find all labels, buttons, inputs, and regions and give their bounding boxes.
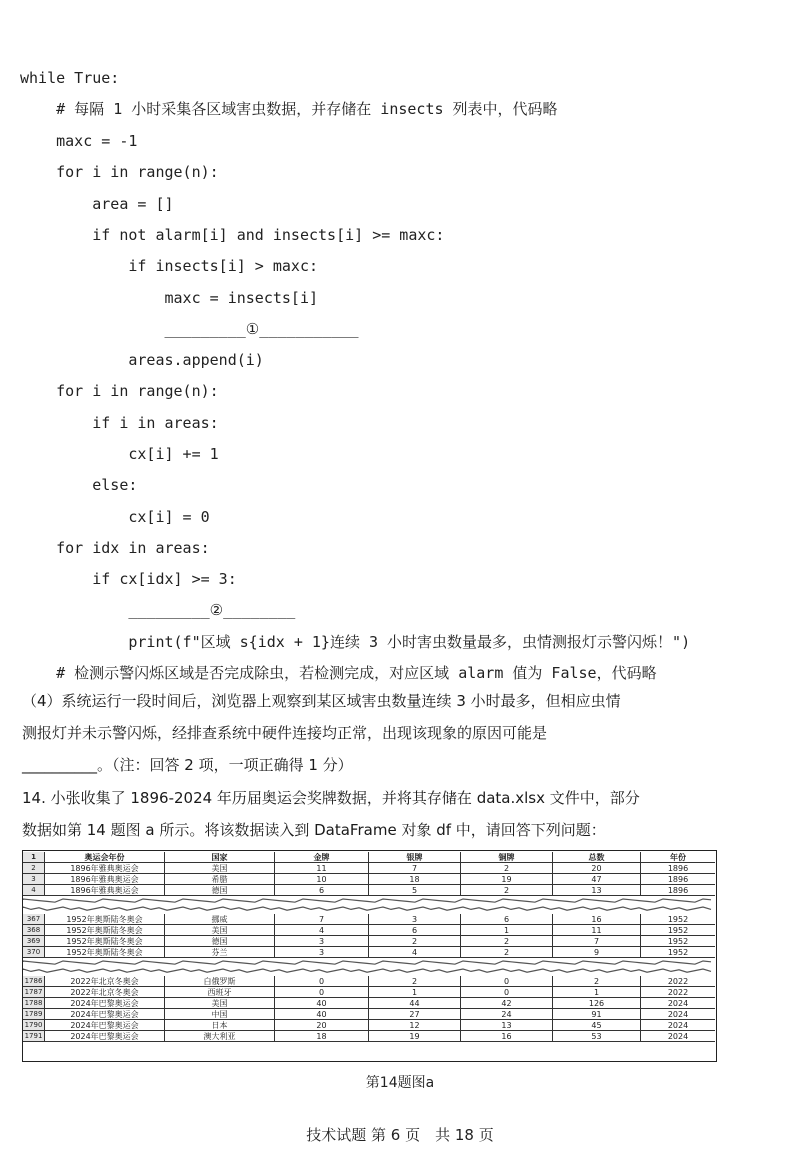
table-row — [23, 863, 715, 874]
table-cell: 1896年雅典奥运会 — [45, 863, 165, 873]
table-cell: 91 — [553, 1009, 641, 1019]
table-cell: 11 — [275, 863, 369, 873]
table-cell: 19 — [461, 874, 553, 884]
code-line: for idx in areas: — [20, 539, 210, 557]
table-row — [23, 885, 715, 896]
table-header-cell: 铜牌 — [461, 852, 553, 862]
table-cell: 澳大利亚 — [165, 1031, 275, 1041]
table-cell: 1896 — [667, 864, 689, 873]
code-line: maxc = -1 — [20, 132, 138, 150]
table-cell: 4 — [369, 947, 461, 957]
table-cell: 挪威 — [165, 914, 275, 924]
table-cell: 1787 — [23, 987, 45, 997]
code-line: area = [] — [20, 195, 174, 213]
table-cell: 中国 — [165, 1009, 275, 1019]
code-line: else: — [20, 476, 138, 494]
table-cell: 27 — [369, 1009, 461, 1019]
table-cell: 3 — [275, 936, 369, 946]
table-cell: 13 — [461, 1020, 553, 1030]
table-row — [23, 914, 715, 925]
table-header-cell: 1 — [23, 852, 45, 862]
table-cell: 0 — [461, 976, 553, 986]
table-cell: 40 — [275, 998, 369, 1008]
table-cell: 白俄罗斯 — [165, 976, 275, 986]
table-row — [23, 1020, 715, 1031]
table-row — [23, 947, 715, 958]
torn-edge-divider — [23, 896, 715, 912]
table-cell: 2024 — [667, 1032, 689, 1041]
table-cell: 12 — [369, 1020, 461, 1030]
code-line: # 检测示警闪烁区域是否完成除虫，若检测完成，对应区域 alarm 值为 False，代码略 — [20, 664, 657, 682]
table-cell: 1 — [369, 987, 461, 997]
table-cell: 3 — [23, 874, 45, 884]
table-cell: 7 — [553, 936, 641, 946]
table-cell: 1952年奥斯陆冬奥会 — [45, 925, 165, 935]
table-cell: 美国 — [165, 998, 275, 1008]
table-cell: 5 — [369, 885, 461, 895]
table-cell: 1896年雅典奥运会 — [45, 885, 165, 895]
table-cell: 日本 — [165, 1020, 275, 1030]
figure-caption: 第14题图a — [365, 1075, 435, 1091]
table-cell: 德国 — [165, 936, 275, 946]
code-line: if insects[i] > maxc: — [20, 257, 319, 275]
table-header-cell: 国家 — [165, 852, 275, 862]
code-line: # 每隔 1 小时采集各区域害虫数据，并存储在 insects 列表中，代码略 — [20, 100, 558, 118]
table-cell: 1896年雅典奥运会 — [45, 874, 165, 884]
table-cell: 10 — [275, 874, 369, 884]
table-cell: 2022 — [667, 988, 689, 997]
table-row — [23, 976, 715, 987]
table-cell: 9 — [553, 947, 641, 957]
table-cell: 1896 — [667, 875, 689, 884]
table-cell: 2022 — [667, 977, 689, 986]
question-4-line-1: （4）系统运行一段时间后，浏览器上观察到某区域害虫数量连续 3 小时最多，但相应虫情 — [22, 692, 621, 710]
table-cell: 7 — [369, 863, 461, 873]
table-cell: 6 — [275, 885, 369, 895]
table-cell: 16 — [553, 914, 641, 924]
table-cell: 1790 — [23, 1020, 45, 1030]
code-line: _________②________ — [20, 601, 296, 619]
table-cell: 1952 — [667, 948, 689, 957]
table-cell: 3 — [369, 914, 461, 924]
table-cell: 6 — [369, 925, 461, 935]
table-cell: 2 — [461, 863, 553, 873]
table-row — [23, 1031, 715, 1042]
table-cell: 1952 — [667, 915, 689, 924]
table-cell: 13 — [553, 885, 641, 895]
table-row — [23, 998, 715, 1009]
table-cell: 1789 — [23, 1009, 45, 1019]
table-cell: 7 — [275, 914, 369, 924]
table-cell: 18 — [369, 874, 461, 884]
table-row — [23, 936, 715, 947]
table-cell: 2 — [461, 947, 553, 957]
code-line: cx[i] = 0 — [20, 508, 210, 526]
table-cell: 2024 — [667, 1021, 689, 1030]
table-cell: 42 — [461, 998, 553, 1008]
code-line: for i in range(n): — [20, 163, 219, 181]
table-cell: 45 — [553, 1020, 641, 1030]
code-line: cx[i] += 1 — [20, 445, 219, 463]
table-cell: 芬兰 — [165, 947, 275, 957]
table-cell: 370 — [23, 947, 45, 957]
table-cell: 20 — [275, 1020, 369, 1030]
table-cell: 2024年巴黎奥运会 — [45, 1020, 165, 1030]
table-cell: 44 — [369, 998, 461, 1008]
table-cell: 1791 — [23, 1031, 45, 1041]
table-header-cell: 金牌 — [275, 852, 369, 862]
code-line: if cx[idx] >= 3: — [20, 570, 237, 588]
table-cell: 0 — [461, 987, 553, 997]
table-cell: 1786 — [23, 976, 45, 986]
question-14-line-1: 14. 小张收集了 1896-2024 年历届奥运会奖牌数据，并将其存储在 data.xlsx 文件中，部分 — [22, 789, 640, 807]
code-line: for i in range(n): — [20, 382, 219, 400]
table-cell: 希腊 — [165, 874, 275, 884]
table-cell: 3 — [275, 947, 369, 957]
question-14-line-2: 数据如第 14 题图 a 所示。将该数据读入到 DataFrame 对象 df 中，请回答下列问题： — [22, 821, 606, 839]
table-cell: 2022年北京冬奥会 — [45, 976, 165, 986]
table-cell: 47 — [553, 874, 641, 884]
table-cell: 1896 — [667, 886, 689, 895]
table-cell: 2 — [553, 976, 641, 986]
table-cell: 2 — [369, 976, 461, 986]
table-cell: 11 — [553, 925, 641, 935]
table-cell: 1 — [461, 925, 553, 935]
code-line: if i in areas: — [20, 414, 219, 432]
table-header-row — [23, 852, 715, 863]
table-header-cell: 总数 — [553, 852, 641, 862]
table-cell: 1952年奥斯陆冬奥会 — [45, 947, 165, 957]
code-line: maxc = insects[i] — [20, 289, 319, 307]
table-cell: 美国 — [165, 863, 275, 873]
question-4-line-3: __________。（注：回答 2 项，一项正确得 1 分） — [22, 756, 353, 774]
torn-edge-divider — [23, 958, 715, 974]
table-cell: 19 — [369, 1031, 461, 1041]
medal-data-table — [22, 850, 717, 1062]
table-row — [23, 1009, 715, 1020]
page-footer: 技术试题 第 6 页 共 18 页 — [306, 1126, 494, 1144]
table-cell: 2024年巴黎奥运会 — [45, 1031, 165, 1041]
table-cell: 1952 — [667, 937, 689, 946]
table-cell: 1 — [553, 987, 641, 997]
code-line: if not alarm[i] and insects[i] >= maxc: — [20, 226, 445, 244]
table-row — [23, 987, 715, 998]
table-cell: 369 — [23, 936, 45, 946]
table-cell: 美国 — [165, 925, 275, 935]
table-cell: 368 — [23, 925, 45, 935]
table-cell: 20 — [553, 863, 641, 873]
table-cell: 1788 — [23, 998, 45, 1008]
code-line: print(f"区域 s{idx + 1}连续 3 小时害虫数量最多，虫情测报灯示警闪烁！") — [20, 633, 691, 651]
table-cell: 126 — [553, 998, 641, 1008]
table-cell: 367 — [23, 914, 45, 924]
question-4-line-2: 测报灯并未示警闪烁，经排查系统中硬件连接均正常，出现该现象的原因可能是 — [22, 724, 548, 742]
table-header-cell: 银牌 — [369, 852, 461, 862]
table-cell: 德国 — [165, 885, 275, 895]
table-cell: 40 — [275, 1009, 369, 1019]
table-cell: 24 — [461, 1009, 553, 1019]
table-cell: 2024年巴黎奥运会 — [45, 998, 165, 1008]
table-cell: 16 — [461, 1031, 553, 1041]
table-cell: 1952年奥斯陆冬奥会 — [45, 914, 165, 924]
code-line: areas.append(i) — [20, 351, 264, 369]
table-cell: 2024年巴黎奥运会 — [45, 1009, 165, 1019]
table-cell: 18 — [275, 1031, 369, 1041]
table-row — [23, 874, 715, 885]
table-cell: 4 — [23, 885, 45, 895]
table-row — [23, 925, 715, 936]
table-cell: 2 — [461, 885, 553, 895]
table-cell: 6 — [461, 914, 553, 924]
table-cell: 1952年奥斯陆冬奥会 — [45, 936, 165, 946]
table-cell: 2024 — [667, 1010, 689, 1019]
code-line: _________①___________ — [20, 320, 359, 338]
table-header-cell: 年份 — [670, 853, 686, 862]
table-cell: 2 — [23, 863, 45, 873]
code-line: while True: — [20, 69, 120, 87]
table-header-cell: 奥运会年份 — [45, 852, 165, 862]
table-cell: 53 — [553, 1031, 641, 1041]
table-cell: 西班牙 — [165, 987, 275, 997]
table-cell: 2022年北京冬奥会 — [45, 987, 165, 997]
table-cell: 2 — [461, 936, 553, 946]
table-cell: 2024 — [667, 999, 689, 1008]
table-cell: 4 — [275, 925, 369, 935]
table-cell: 1952 — [667, 926, 689, 935]
table-cell: 0 — [275, 987, 369, 997]
table-cell: 0 — [275, 976, 369, 986]
table-cell: 2 — [369, 936, 461, 946]
